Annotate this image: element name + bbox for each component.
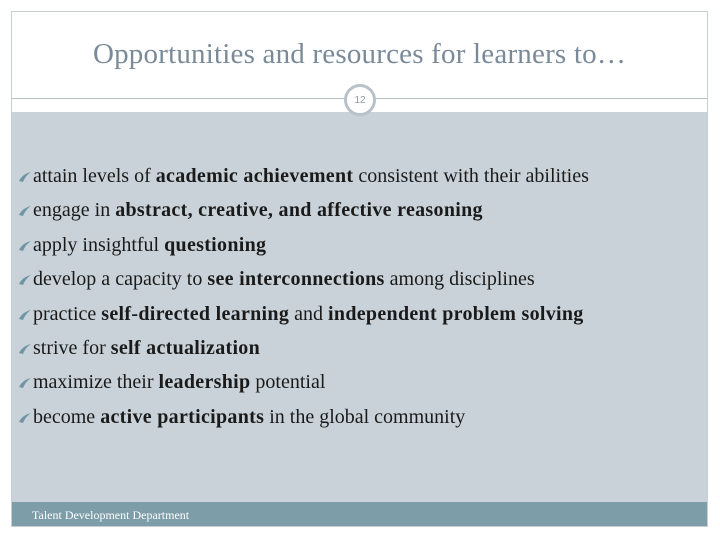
bullet-fragment: develop a capacity to bbox=[33, 268, 208, 291]
bullet-text bbox=[33, 405, 465, 429]
bullet-text bbox=[33, 233, 266, 257]
bullet-fragment: among disciplines bbox=[384, 268, 535, 291]
bullet-text bbox=[33, 198, 483, 222]
bullet-fragment: engage in bbox=[33, 199, 116, 222]
bullet-emphasis: questioning bbox=[164, 233, 267, 256]
bullet-fragment: strive for bbox=[33, 336, 111, 359]
bullet-text bbox=[33, 164, 589, 188]
bullet-fragment: become bbox=[33, 405, 101, 428]
swoosh-bullet-icon bbox=[18, 411, 32, 425]
footer-text: Talent Development Department bbox=[32, 508, 190, 522]
bullet-text bbox=[33, 336, 260, 360]
bullet-fragment: maximize their bbox=[33, 371, 159, 394]
title-area bbox=[12, 12, 707, 112]
bullet-item bbox=[18, 302, 708, 336]
bullet-emphasis: self actualization bbox=[110, 336, 261, 359]
slide-title: Opportunities and resources for learners to… bbox=[92, 38, 627, 70]
slide-number-badge bbox=[344, 84, 376, 116]
bullet-emphasis: academic achievement bbox=[155, 165, 354, 187]
content-area bbox=[12, 112, 707, 502]
swoosh-bullet-icon bbox=[18, 170, 32, 184]
bullet-emphasis: abstract, creative, and affective reasoning bbox=[115, 199, 483, 222]
bullet-fragment: practice bbox=[33, 302, 102, 325]
bullet-emphasis: see interconnections bbox=[207, 268, 385, 291]
bullet-list bbox=[18, 164, 708, 439]
bullet-fragment: apply insightful bbox=[33, 233, 165, 256]
bullet-text bbox=[33, 370, 325, 394]
slide-number: 12 bbox=[354, 94, 366, 106]
bullet-emphasis: independent problem solving bbox=[328, 302, 584, 325]
bullet-item bbox=[18, 267, 708, 301]
footer-bar bbox=[12, 502, 707, 527]
bullet-item bbox=[18, 198, 708, 232]
bullet-text bbox=[33, 302, 584, 326]
bullet-fragment: and bbox=[289, 302, 329, 325]
bullet-item bbox=[18, 336, 708, 370]
bullet-fragment: potential bbox=[250, 371, 326, 394]
slide bbox=[11, 11, 708, 527]
bullet-emphasis: leadership bbox=[158, 371, 251, 394]
bullet-text bbox=[33, 267, 535, 291]
swoosh-bullet-icon bbox=[18, 376, 32, 390]
bullet-fragment: consistent with their abilities bbox=[353, 165, 589, 187]
swoosh-bullet-icon bbox=[18, 273, 32, 287]
bullet-emphasis: self-directed learning bbox=[101, 302, 290, 325]
swoosh-bullet-icon bbox=[18, 204, 32, 218]
bullet-item bbox=[18, 405, 708, 439]
bullet-emphasis: active participants bbox=[100, 405, 265, 428]
bullet-fragment: in the global community bbox=[264, 405, 466, 428]
swoosh-bullet-icon bbox=[18, 342, 32, 356]
bullet-item bbox=[18, 233, 708, 267]
bullet-fragment: attain levels of bbox=[33, 165, 156, 187]
bullet-item bbox=[18, 370, 708, 404]
bullet-item bbox=[18, 164, 708, 198]
swoosh-bullet-icon bbox=[18, 308, 32, 322]
swoosh-bullet-icon bbox=[18, 239, 32, 253]
